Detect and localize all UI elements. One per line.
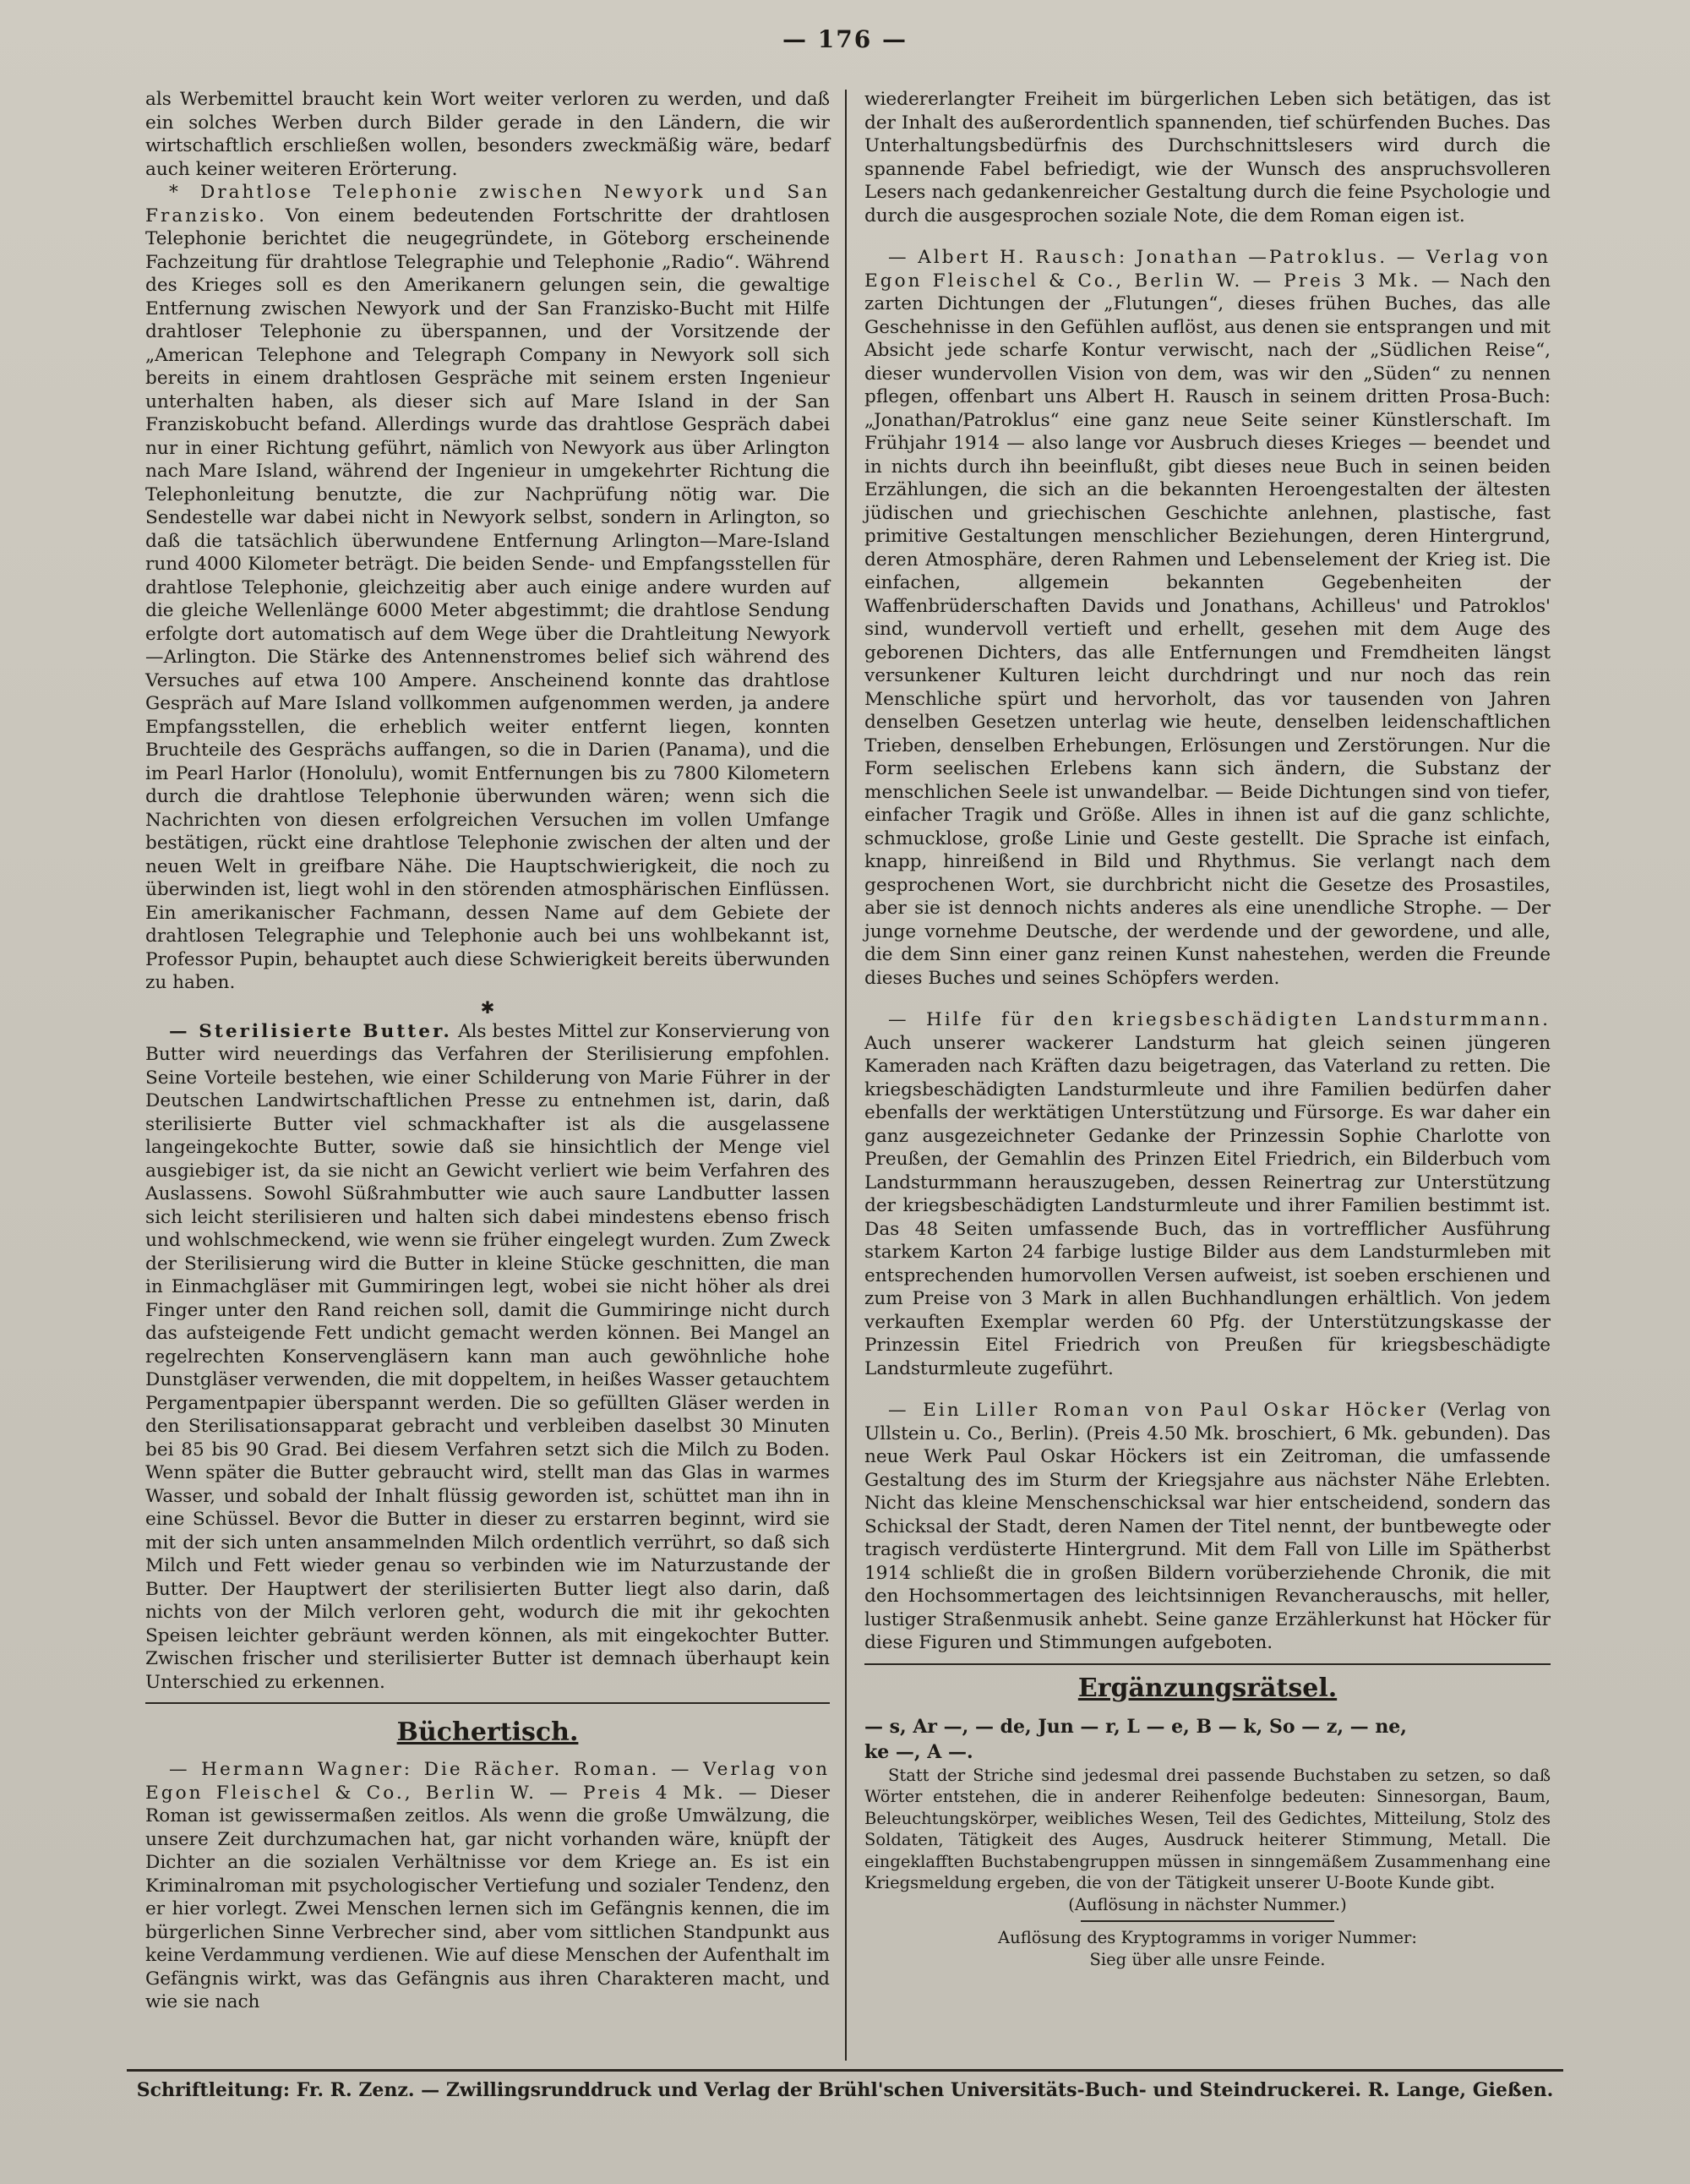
article-telephony [145, 181, 830, 995]
column-divider [845, 90, 847, 2061]
review-wagner [145, 1758, 830, 2014]
puzzle-heading: Ergänzungsrätsel. [1077, 1673, 1338, 1703]
review-hoecker-title: — Ein Liller Roman von Paul Oskar Höcker [888, 1400, 1429, 1421]
wagner-continuation: wiedererlangter Freiheit im bürgerlichen Leben sich betätigen, das ist der Inhalt des außerordentlich spannenden, tief schürfenden Buches. Das Unterhaltungsbedürfnis des Durchschnittslesers wird durch die spannende Fabel befriedigt, wie der Wunsch des anspruchsvolleren Lesers nach gedankenreicher Gestaltung durch die feine Psychologie und durch die ausgesprochen soziale Note, die dem Roman eigen ist. [864, 89, 1551, 227]
spacer [864, 1380, 1551, 1399]
spacer [864, 227, 1551, 246]
section-rule [145, 1702, 830, 1704]
previous-solution: Sieg über alle unsre Feinde. [1089, 1949, 1326, 1969]
section-ornament: ✱ [480, 996, 495, 1018]
section-rule [864, 1663, 1551, 1665]
article-butter-title: — Sterilisierte Butter. [169, 1020, 452, 1042]
review-wagner-text: Dieser Roman ist gewissermaßen zeitlos. Als wenn die große Umwälzung, die unsere Zeit durchzumachen hat, gar nicht vorhanden wäre, knüpft der Dichter an die sozialen Verhältnisse vor dem Kriege an. Es ist ein Kriminalroman mit psychologischer Vertiefung und sozialer Tendenz, den er hier vorlegt. Zwei Menschen lernen sich im Gefängnis kennen, die im bürgerlichen Sinne Verbrecher sind, aber vom sittlichen Standpunkt aus keine Verdammung verdienen. Wie auf diese Menschen der Aufenthalt im Gefängnis wirkt, was das Gefängnis aus ihren Charakteren macht, und wie sie nach [145, 1782, 830, 2012]
footer-rule [127, 2069, 1563, 2072]
puzzle-rule [1081, 1920, 1334, 1922]
review-hilfe-text: Auch unserer wackerer Landsturm hat gleich seinen jüngeren Kameraden nach Kräften dazu beigetragen, das Vaterland zu retten. Die kriegsbeschädigten Landsturmleute und ihre Familien bedürfen daher ebenfalls der werktätigen Unterstützung und Fürsorge. Es war daher ein ganz ausgezeichneter Gedanke der Prinzessin Sophie Charlotte von Preußen, der Gemahlin des Prinzen Eitel Friedrich, ein Bilderbuch vom Landsturmmann herauszugeben, dessen Reinertrag zur Unterstützung der kriegsbeschädigten Landsturmleute und ihrer Familien bestimmt ist. Das 48 Seiten umfassende Buch, das in vortrefflicher Ausführung starkem Karton 24 farbige lustige Bilder aus dem Landsturmleben mit entsprechenden humorvollen Versen aufweist, ist soeben erschienen und zum Preise von 3 Mark in allen Buchhandlungen erhältlich. Von jedem verkauften Exemplar werden 60 Pfg. der Unterstützungskasse der Prinzessin Eitel Friedrich von Preußen für kriegsbeschädigte Landsturmleute zugeführt. [864, 1032, 1551, 1379]
review-hilfe-title: — Hilfe für den kriegsbeschädigten Landsturmmann. [888, 1009, 1551, 1030]
review-rausch-text: Nach den zarten Dichtungen der „Flutungen“, dieses frühen Buches, das alle Geschehnisse in den Gefühlen auflöst, aus denen sie entsprangen und mit Absicht jede scharfe Kontur verwischt, nach der „Südlichen Reise“, dieser wundervollen Vision von dem, was wir den „Süden“ zu nennen pflegen, offenbart uns Albert H. Rausch in seinem dritten Prosa-Buch: „Jonathan/Patroklus“ eine ganz neue Seite seiner Künstlerschaft. Im Frühjahr 1914 — also lange vor Ausbruch dieses Krieges — beendet und in nichts durch ihn beeinflußt, gibt dieses neue Buch in seinen beiden Erzählungen, die sich an die bekannten Heroengestalten der ältesten jüdischen und griechischen Geschichte anlehnen, plastische, fast primitive Gestaltungen menschlicher Beziehungen, deren Hintergrund, deren Atmosphäre, deren Rahmen und Lebenselement der Krieg ist. Die einfachen, allgemein bekannten Gegebenheiten der Waffenbrüderschaften Davids und Jonathans, Achilleus' und Patroklos' sind, wundervoll vertieft und erhellt, gesehen mit dem Auge des geborenen Dichters, das alle Entfernungen und Fremdheiten längst versunkener Kulturen leicht durchdringt und nur noch das rein Menschliche spürt und hervorholt, das vor tausenden von Jahren denselben Gesetzen unterlag wie heute, denselben leidenschaftlichen Trieben, denselben Erhebungen, Erlösungen und Zerstörungen. Nur die Form seelischen Erlebens kann sich ändern, die Substanz der menschlichen Seele ist unwandelbar. — Beide Dichtungen sind von tiefer, einfacher Tragik und Größe. Alles in ihnen ist auf die ganz schlichte, schmucklose, große Linie und Geste gestellt. Die Sprache ist einfach, knapp, hinreißend in Bild und Rhythmus. Sie verlangt nach dem gesprochenen Wort, sie durchbricht nicht die Gesetze des Prosastiles, aber sie ist dennoch nichts anderes als eine unendliche Strophe. — Der junge vornehme Deutsche, der werdende und der gewordene, und alle, die dem Sinn einer ganz reinen Kunst nahestehen, werden die Freunde dieses Buches und seines Schöpfers werden. [864, 270, 1551, 989]
puzzle-instructions: Statt der Striche sind jedesmal drei passende Buchstaben zu setzen, so daß Wörter entstehen, die in anderer Reihenfolge bedeuten: Sinnesorgan, Baum, Beleuchtungskörper, weibliches Wesen, Teil des Gedichtes, Mitteilung, Stolz des Soldaten, Tätigkeit des Auges, Ausdruck heiterer Stimmung, Metall. Die eingeklafften Buchstabengruppen müssen in sinngemäßem Zusammenhang eine Kriegsmeldung ergeben, die von der Tätigkeit unserer U-Boote Kunde gibt. [864, 1765, 1551, 1892]
page-number: — 176 — [782, 25, 908, 53]
review-rausch-title: — Albert H. Rausch: Jonathan —Patroklus. — Verlag von Egon Fleischel & Co., Berlin W. — Preis 3 Mk. — [864, 247, 1551, 292]
left-column [145, 88, 830, 2014]
article-butter [145, 1020, 830, 1695]
spacer [864, 990, 1551, 1008]
review-hoecker-text: (Verlag von Ullstein u. Co., Berlin). (Preis 4.50 Mk. broschiert, 6 Mk. gebunden). Das neue Werk Paul Oskar Höckers ist ein Zeitroman, die umfassende Gestaltung des im Sturm der Kriegsjahre aus nächster Nähe Erlebten. Nicht das kleine Menschenschicksal war hier entscheidend, sondern das Schicksal der Stadt, deren Namen der Titel nennt, der buntbewegte oder tragisch verdüsterte Hintergrund. Mit dem Fall von Lille im Spätherbst 1914 schließt die in großen Bildern vorüberziehende Chronik, die mit den Hochsommertagen des leichtsinnigen Revancherauschs, mit heller, lustiger Straßenmusik anhebt. Seine ganze Erzählerkunst hat Höcker für diese Figuren und Stimmungen aufgeboten. [864, 1400, 1551, 1653]
puzzle-line-1: — s, Ar —, — de, Jun — r, L — e, B — k, So — z, — ne, [864, 1715, 1407, 1738]
review-wagner-title: — Hermann Wagner: Die Rächer. Roman. — Verlag von Egon Fleischel & Co., Berlin W. — Preis 4 Mk. — [145, 1759, 830, 1804]
article-telephony-title: * Drahtlose Telephonie zwischen Newyork und San Franzisko. [145, 182, 830, 227]
previous-solution-label: Auflösung des Kryptogramms in voriger Nummer: [998, 1928, 1417, 1947]
imprint-footer: Schriftleitung: Fr. R. Zenz. — Zwillingsrunddruck und Verlag der Brühl'schen Universitäts-Buch- und Steindruckerei. R. Lange, Gießen. [136, 2079, 1554, 2101]
puzzle-line-2: ke —, A —. [864, 1740, 973, 1763]
review-rausch [864, 246, 1551, 990]
books-section-heading: Büchertisch. [396, 1717, 579, 1747]
review-hoecker [864, 1399, 1551, 1655]
review-hilfe [864, 1008, 1551, 1380]
right-column [864, 88, 1551, 1970]
intro-paragraph: als Werbemittel braucht kein Wort weiter verloren zu werden, und daß ein solches Werben durch Bilder gerade in den Ländern, die wir wirtschaftlich erschließen wollen, besonders zweckmäßig wäre, bedarf auch keiner weiteren Erörterung. [145, 89, 830, 180]
article-telephony-text: Von einem bedeutenden Fortschritte der drahtlosen Telephonie berichtet die neugegründete, in Göteborg erscheinende Fachzeitung für drahtlose Telegraphie und Telephonie „Radio“. Während des Krieges soll es den Amerikanern gelungen sein, die gewaltige Entfernung zwischen Newyork und der San Franzisko-Bucht mit Hilfe drahtloser Telephonie zu überspannen, und der Vorsitzende der „American Telephone and Telegraph Company in Newyork soll sich bereits in einem drahtlosen Gespräche mit seinem ersten Ingenieur unterhalten haben, als dieser sich auf Mare Island in der San Franziskobucht befand. Allerdings wurde das drahtlose Gespräch dabei nur in einer Richtung geführt, nämlich von Newyork aus über Arlington nach Mare Island, während der Ingenieur in umgekehrter Richtung die Telephonleitung benutzte, die zur Nachprüfung nötig war. Die Sendestelle war dabei nicht in Newyork selbst, sondern in Arlington, so daß die tatsächlich überwundene Entfernung Arlington—Mare-Island rund 4000 Kilometer beträgt. Die beiden Sende- und Empfangsstellen für drahtlose Telephonie, gleichzeitig aber auch einige andere wurden auf die gleiche Wellenlänge 6000 Meter abgestimmt; die drahtlose Sendung erfolgte dort automatisch auf dem Wege über die Drahtleitung Newyork—Arlington. Die Stärke des Antennenstromes belief sich während des Versuches auf etwa 100 Ampere. Anscheinend konnte das drahtlose Gespräch auf Mare Island vollkommen aufgenommen werden, ja andere Empfangsstellen, die erheblich weiter entfernt liegen, konnten Bruchteile des Gesprächs auffangen, so die in Darien (Panama), und die im Pearl Harlor (Honolulu), womit Entfernungen bis zu 7800 Kilometern durch die drahtlose Telephonie überwunden wären; wenn sich die Nachrichten von diesen erfolgreichen Versuchen im vollen Umfange bestätigen, rückt eine drahtlose Telephonie zwischen der alten und der neuen Welt in greifbare Nähe. Die Hauptschwierigkeit, die noch zu überwinden ist, liegt wohl in den störenden atmosphärischen Einflüssen. Ein amerikanischer Fachmann, dessen Name auf dem Gebiete der drahtlosen Telegraphie und Telephonie auch bei uns wohlbekannt ist, Professor Pupin, behauptet auch diese Schwierigkeit bereits überwunden zu haben. [145, 205, 830, 993]
article-butter-text: Als bestes Mittel zur Konservierung von Butter wird neuerdings das Verfahren der Sterilisierung empfohlen. Seine Vorteile bestehen, wie einer Schilderung von Marie Führer in der Deutschen Landwirtschaftlichen Presse zu entnehmen ist, darin, daß sterilisierte Butter viel schmackhafter ist als die ausgelassene langeingekochte Butter, sowie daß sie hinsichtlich der Menge viel ausgiebiger ist, da sie nicht an Gewicht verliert wie beim Verfahren des Auslassens. Sowohl Süßrahmbutter wie auch saure Landbutter lassen sich leicht sterilisieren und halten sich dabei mindestens ebenso frisch und wohlschmeckend, wie wenn sie früher eingelegt wurden. Zum Zweck der Sterilisierung wird die Butter in kleine Stücke geschnitten, die man in Einmachgläser mit Gummiringen legt, wobei sie nicht höher als drei Finger unter den Rand reichen soll, damit die Gummiringe nicht durch das aufsteigende Fett undicht gemacht werden können. Bei Mangel an regelrechten Konservengläsern kann man auch gewöhnliche hohe Dunstgläser verwenden, die mit doppeltem, in heißes Wasser getauchtem Pergamentpapier überspannt werden. Die so gefüllten Gläser werden in den Sterilisationsapparat gebracht und verbleiben daselbst 30 Minuten bei 85 bis 90 Grad. Bei diesem Verfahren setzt sich die Milch zu Boden. Wenn später die Butter gebraucht wird, stellt man das Glas in warmes Wasser, und sobald der Inhalt flüssig geworden ist, schüttet man ihn in eine Schüssel. Bevor die Butter in dieser zu erstarren beginnt, wird sie mit der sich unten ansammelnden Milch ordentlich verrührt, so daß sich Milch und Fett wieder genau so verbinden wie im Naturzustande der Butter. Der Hauptwert der sterilisierten Butter liegt also darin, daß nichts von der Milch verloren geht, wodurch die mit ihr gekochten Speisen leichter gebräunt werden können, als mit eingekochter Butter. Zwischen frischer und sterilisierter Butter ist demnach überhaupt kein Unterschied zu erkennen. [145, 1020, 830, 1693]
puzzle-solution-note: (Auflösung in nächster Nummer.) [1068, 1894, 1347, 1914]
